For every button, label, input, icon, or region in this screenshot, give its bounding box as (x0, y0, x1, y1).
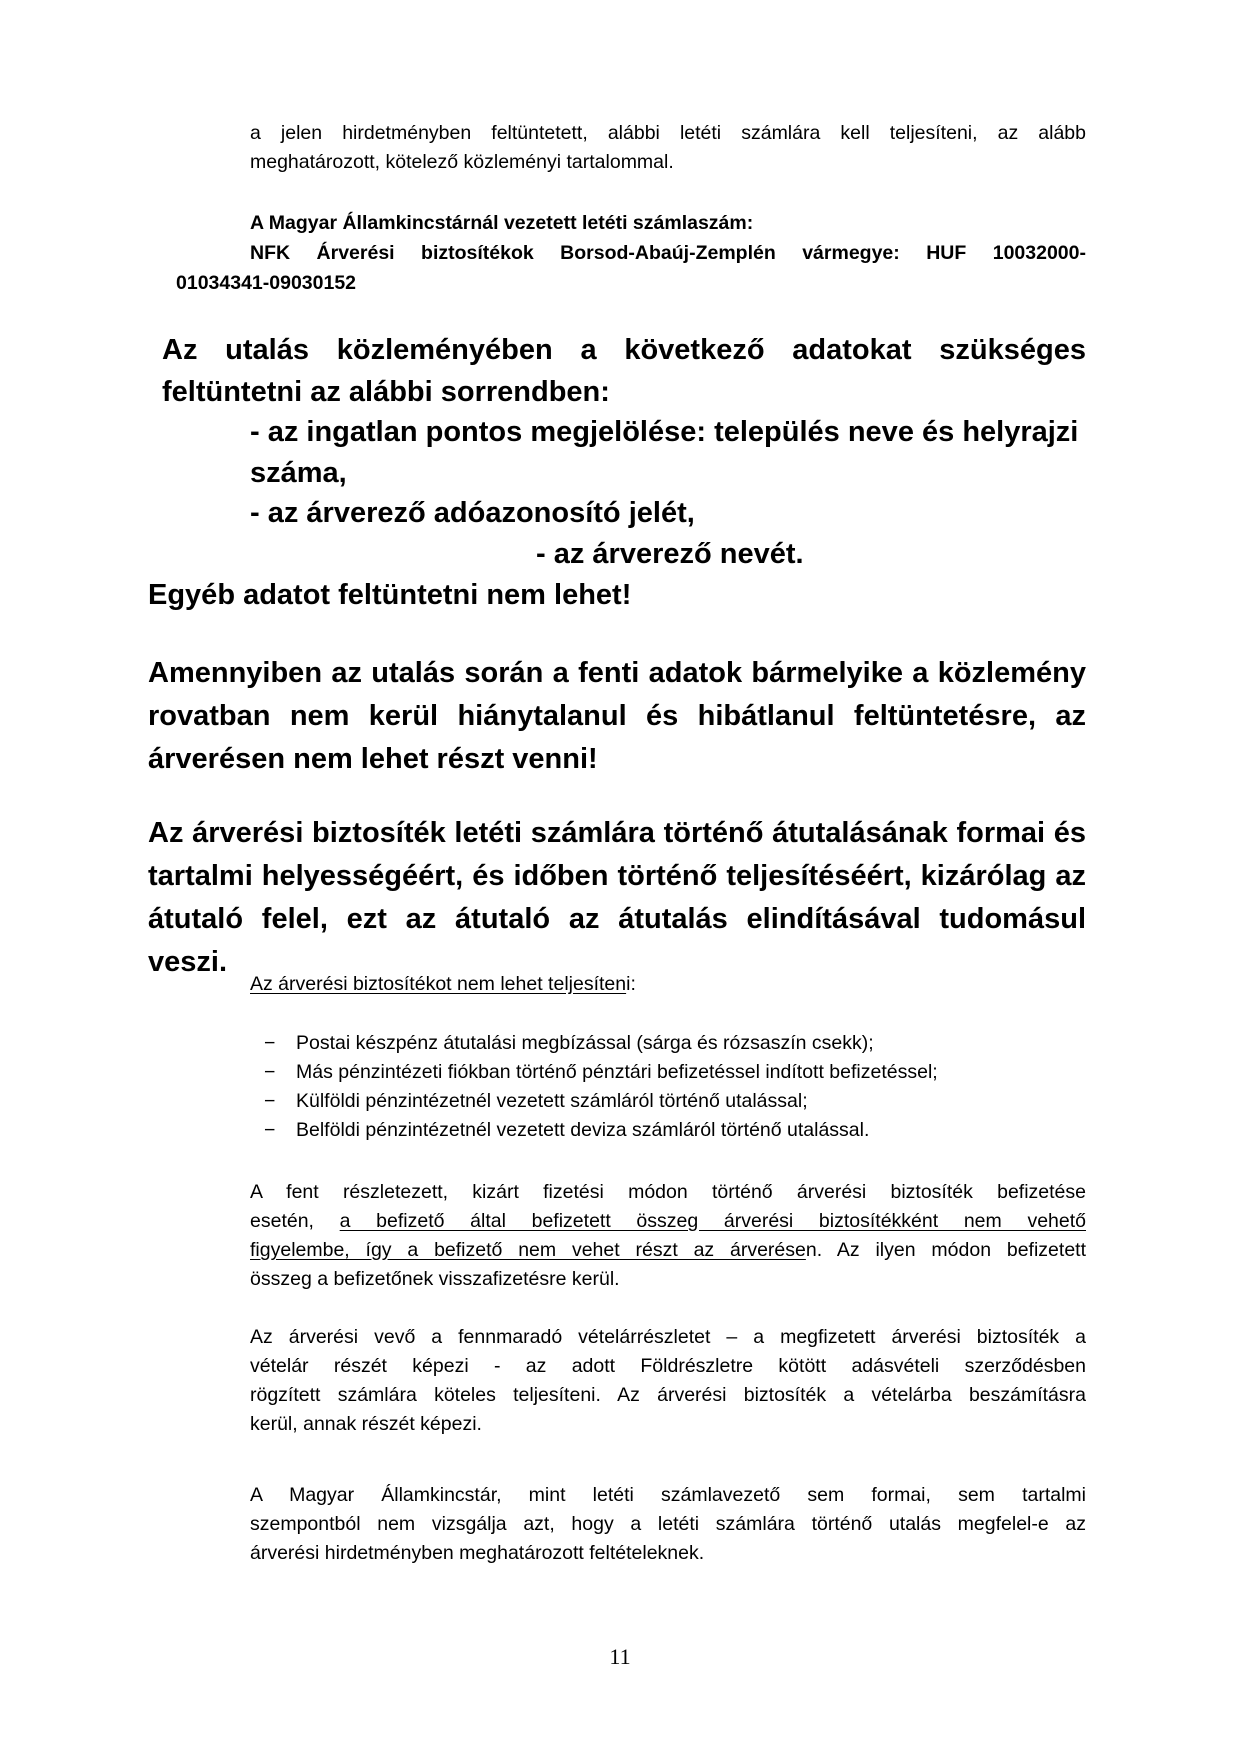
excluded-line-2-plain: esetén, (250, 1210, 340, 1232)
account-heading: A Magyar Államkincstárnál vezetett letéti számlaszám: (250, 212, 754, 234)
list-dash: − (264, 1032, 276, 1054)
intro-paragraph (250, 119, 1086, 177)
intro-line-2: meghatározott, kötelező közleményi tartalommal. (250, 151, 674, 173)
list-dash: − (264, 1119, 276, 1141)
account-number-line-2: 01034341-09030152 (176, 272, 357, 294)
buyer-line-1: Az árverési vevő a fennmaradó vételárrészletet – a megfizetett árverési biztosíték a (250, 1326, 1086, 1348)
notice-item-3: - az árverező nevét. (536, 538, 804, 570)
notice-item-1-line-2: száma, (250, 457, 347, 489)
buyer-line-3: rögzített számlára köteles teljesíteni. Az árverési biztosíték a vételárba beszámításra (250, 1384, 1086, 1406)
excluded-line-3-plain: n. Az ilyen módon befizetett (805, 1239, 1086, 1261)
warning-line-2: rovatban nem kerül hiánytalanul és hibátlanul feltüntetésre, az (148, 700, 1086, 732)
excluded-line-3 (250, 1236, 1086, 1265)
responsibility-line-1: Az árverési biztosíték letéti számlára történő átutalásának formai és (148, 817, 1086, 849)
buyer-paragraph (250, 1323, 1086, 1439)
responsibility-line-2: tartalmi helyességéért, és időben történő teljesítéséért, kizárólag az (148, 860, 1086, 892)
treasury-line-3: árverési hirdetményben meghatározott feltételeknek. (250, 1542, 705, 1564)
warning-line-1: Amennyiben az utalás során a fenti adatok bármelyike a közlemény (148, 657, 1086, 689)
intro-line-1: a jelen hirdetményben feltüntetett, alábbi letéti számlára kell teljesíteni, az alább (250, 122, 1086, 144)
responsibility-line-3: átutaló felel, ezt az átutaló az átutalás elindításával tudomásul veszi. (148, 903, 1086, 978)
treasury-paragraph (250, 1481, 1086, 1568)
page-number: 11 (609, 1644, 631, 1669)
excluded-line-3-underlined: figyelembe, így a befizető nem vehet részt az árverése (250, 1239, 806, 1261)
excluded-line-4: összeg a befizetőnek visszafizetésre kerül. (250, 1268, 620, 1290)
list-dash: − (264, 1061, 276, 1083)
not-allowed-heading-rest: i: (626, 973, 636, 995)
list-dash: − (264, 1090, 276, 1112)
account-number-line-1: NFK Árverési biztosítékok Borsod-Abaúj-Zemplén vármegye: HUF 10032000- (250, 242, 1086, 264)
treasury-line-2: szempontból nem vizsgálja azt, hogy a letéti számlára történő utalás megfelel-e az (250, 1513, 1086, 1535)
warning-paragraph (148, 652, 1086, 781)
excluded-payment-paragraph (250, 1178, 1086, 1294)
notice-line-1: Az utalás közleményében a következő adatokat szükséges (162, 334, 1086, 366)
list-item-text: Külföldi pénzintézetnél vezetett számláról történő utalással; (296, 1090, 808, 1112)
responsibility-paragraph (148, 812, 1086, 984)
notice-line-2: feltüntetni az alábbi sorrendben: (162, 376, 610, 408)
excluded-line-2-underlined: a befizető által befizetett összeg árverési biztosítékként nem vehető (339, 1210, 1086, 1232)
excluded-line-2 (250, 1207, 1086, 1236)
not-allowed-heading (250, 970, 636, 999)
list-item-text: Belföldi pénzintézetnél vezetett deviza számláról történő utalással. (296, 1119, 870, 1141)
notice-item-2: - az árverező adóazonosító jelét, (250, 497, 695, 529)
notice-item-1-line-1: - az ingatlan pontos megjelölése: település neve és helyrajzi (250, 416, 1079, 448)
buyer-line-4: kerül, annak részét képezi. (250, 1413, 482, 1435)
buyer-line-2: vételár részét képezi - az adott Földrészletre kötött adásvételi szerződésben (250, 1355, 1086, 1377)
treasury-line-1: A Magyar Államkincstár, mint letéti számlavezető sem formai, sem tartalmi (250, 1484, 1086, 1506)
not-allowed-heading-underlined: Az árverési biztosítékot nem lehet teljesíten (250, 973, 627, 995)
notice-closing: Egyéb adatot feltüntetni nem lehet! (148, 579, 632, 611)
warning-line-3: árverésen nem lehet részt venni! (148, 743, 598, 775)
list-item-text: Más pénzintézeti fiókban történő pénztári befizetéssel indított befizetéssel; (296, 1061, 938, 1083)
excluded-line-1: A fent részletezett, kizárt fizetési módon történő árverési biztosíték befizetése (250, 1181, 1086, 1203)
list-item-text: Postai készpénz átutalási megbízással (sárga és rózsaszín csekk); (296, 1032, 874, 1054)
